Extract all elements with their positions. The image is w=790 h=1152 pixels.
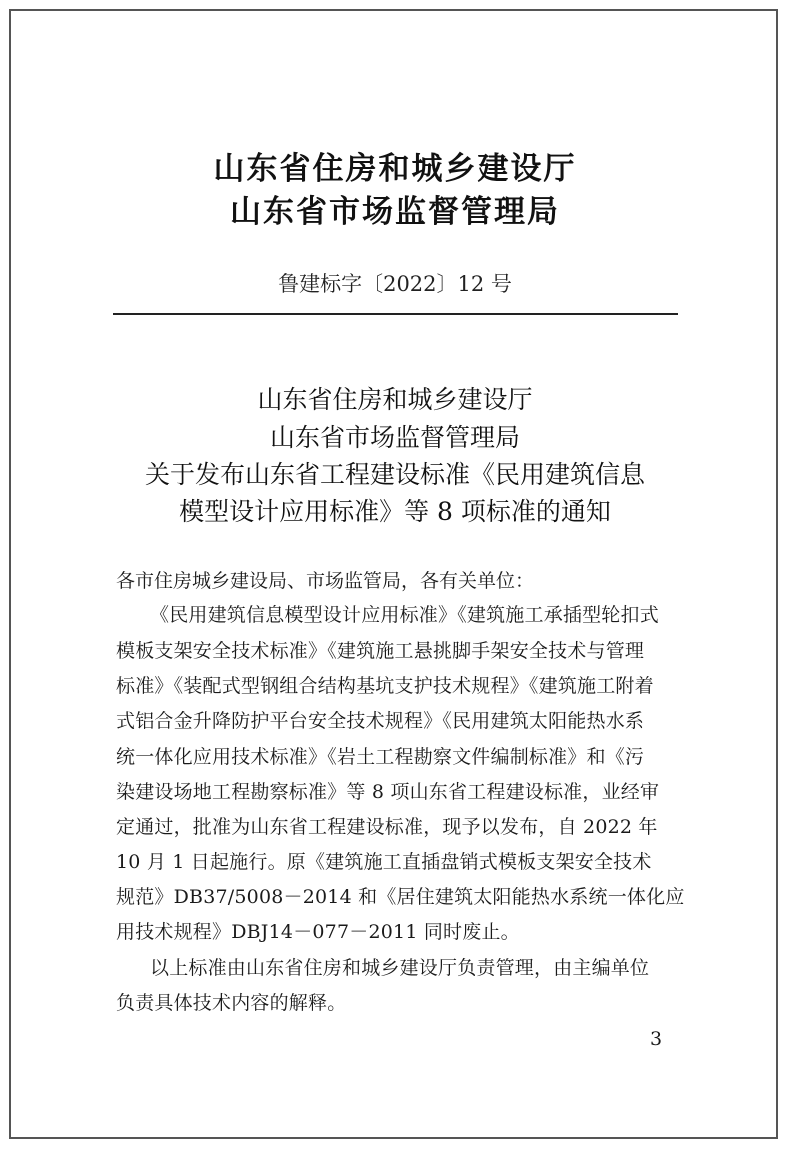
document-number: 鲁建标字〔2022〕12 号 (278, 272, 512, 296)
paragraph-1-line: 统一体化应用技术标准》《岩土工程勘察文件编制标准》和《污 (116, 746, 645, 768)
paragraph-1-line: 《民用建筑信息模型设计应用标准》《建筑施工承插型轮扣式 (150, 604, 659, 626)
paragraph-2-line: 负责具体技术内容的解释。 (116, 992, 347, 1014)
paragraph-1-line: 模板支架安全技术标准》《建筑施工悬挑脚手架安全技术与管理 (116, 640, 645, 662)
salutation: 各市住房城乡建设局、市场监管局，各有关单位： (116, 570, 535, 592)
notice-title-line-2: 山东省市场监督管理局 (269, 423, 520, 452)
paragraph-1-line: 用技术规程》DBJ14－077－2011 同时废止。 (116, 921, 520, 943)
header-divider (113, 313, 678, 315)
notice-title-line-1: 山东省住房和城乡建设厅 (257, 385, 533, 414)
notice-title-line-4: 模型设计应用标准》等 8 项标准的通知 (179, 497, 611, 526)
paragraph-1-line: 10 月 1 日起施行。原《建筑施工直插盘销式模板支架安全技术 (116, 851, 652, 873)
paragraph-1-line: 染建设场地工程勘察标准》等 8 项山东省工程建设标准，业经审 (116, 781, 660, 803)
paragraph-1-line: 规范》DB37/5008－2014 和《居住建筑太阳能热水系统一体化应 (116, 886, 685, 908)
paragraph-1-line: 式铝合金升降防护平台安全技术规程》《民用建筑太阳能热水系 (116, 710, 645, 732)
issuer-line-1: 山东省住房和城乡建设厅 (213, 151, 577, 187)
page-number: 3 (650, 1028, 663, 1050)
paragraph-1-line: 标准》《装配式型钢组合结构基坑支护技术规程》《建筑施工附着 (116, 675, 654, 697)
issuer-line-2: 山东省市场监督管理局 (230, 194, 560, 230)
notice-title-line-3: 关于发布山东省工程建设标准《民用建筑信息 (144, 460, 645, 489)
paragraph-2-line: 以上标准由山东省住房和城乡建设厅负责管理，由主编单位 (150, 957, 650, 979)
paragraph-1-line: 定通过，批准为山东省工程建设标准，现予以发布，自 2022 年 (116, 816, 658, 838)
